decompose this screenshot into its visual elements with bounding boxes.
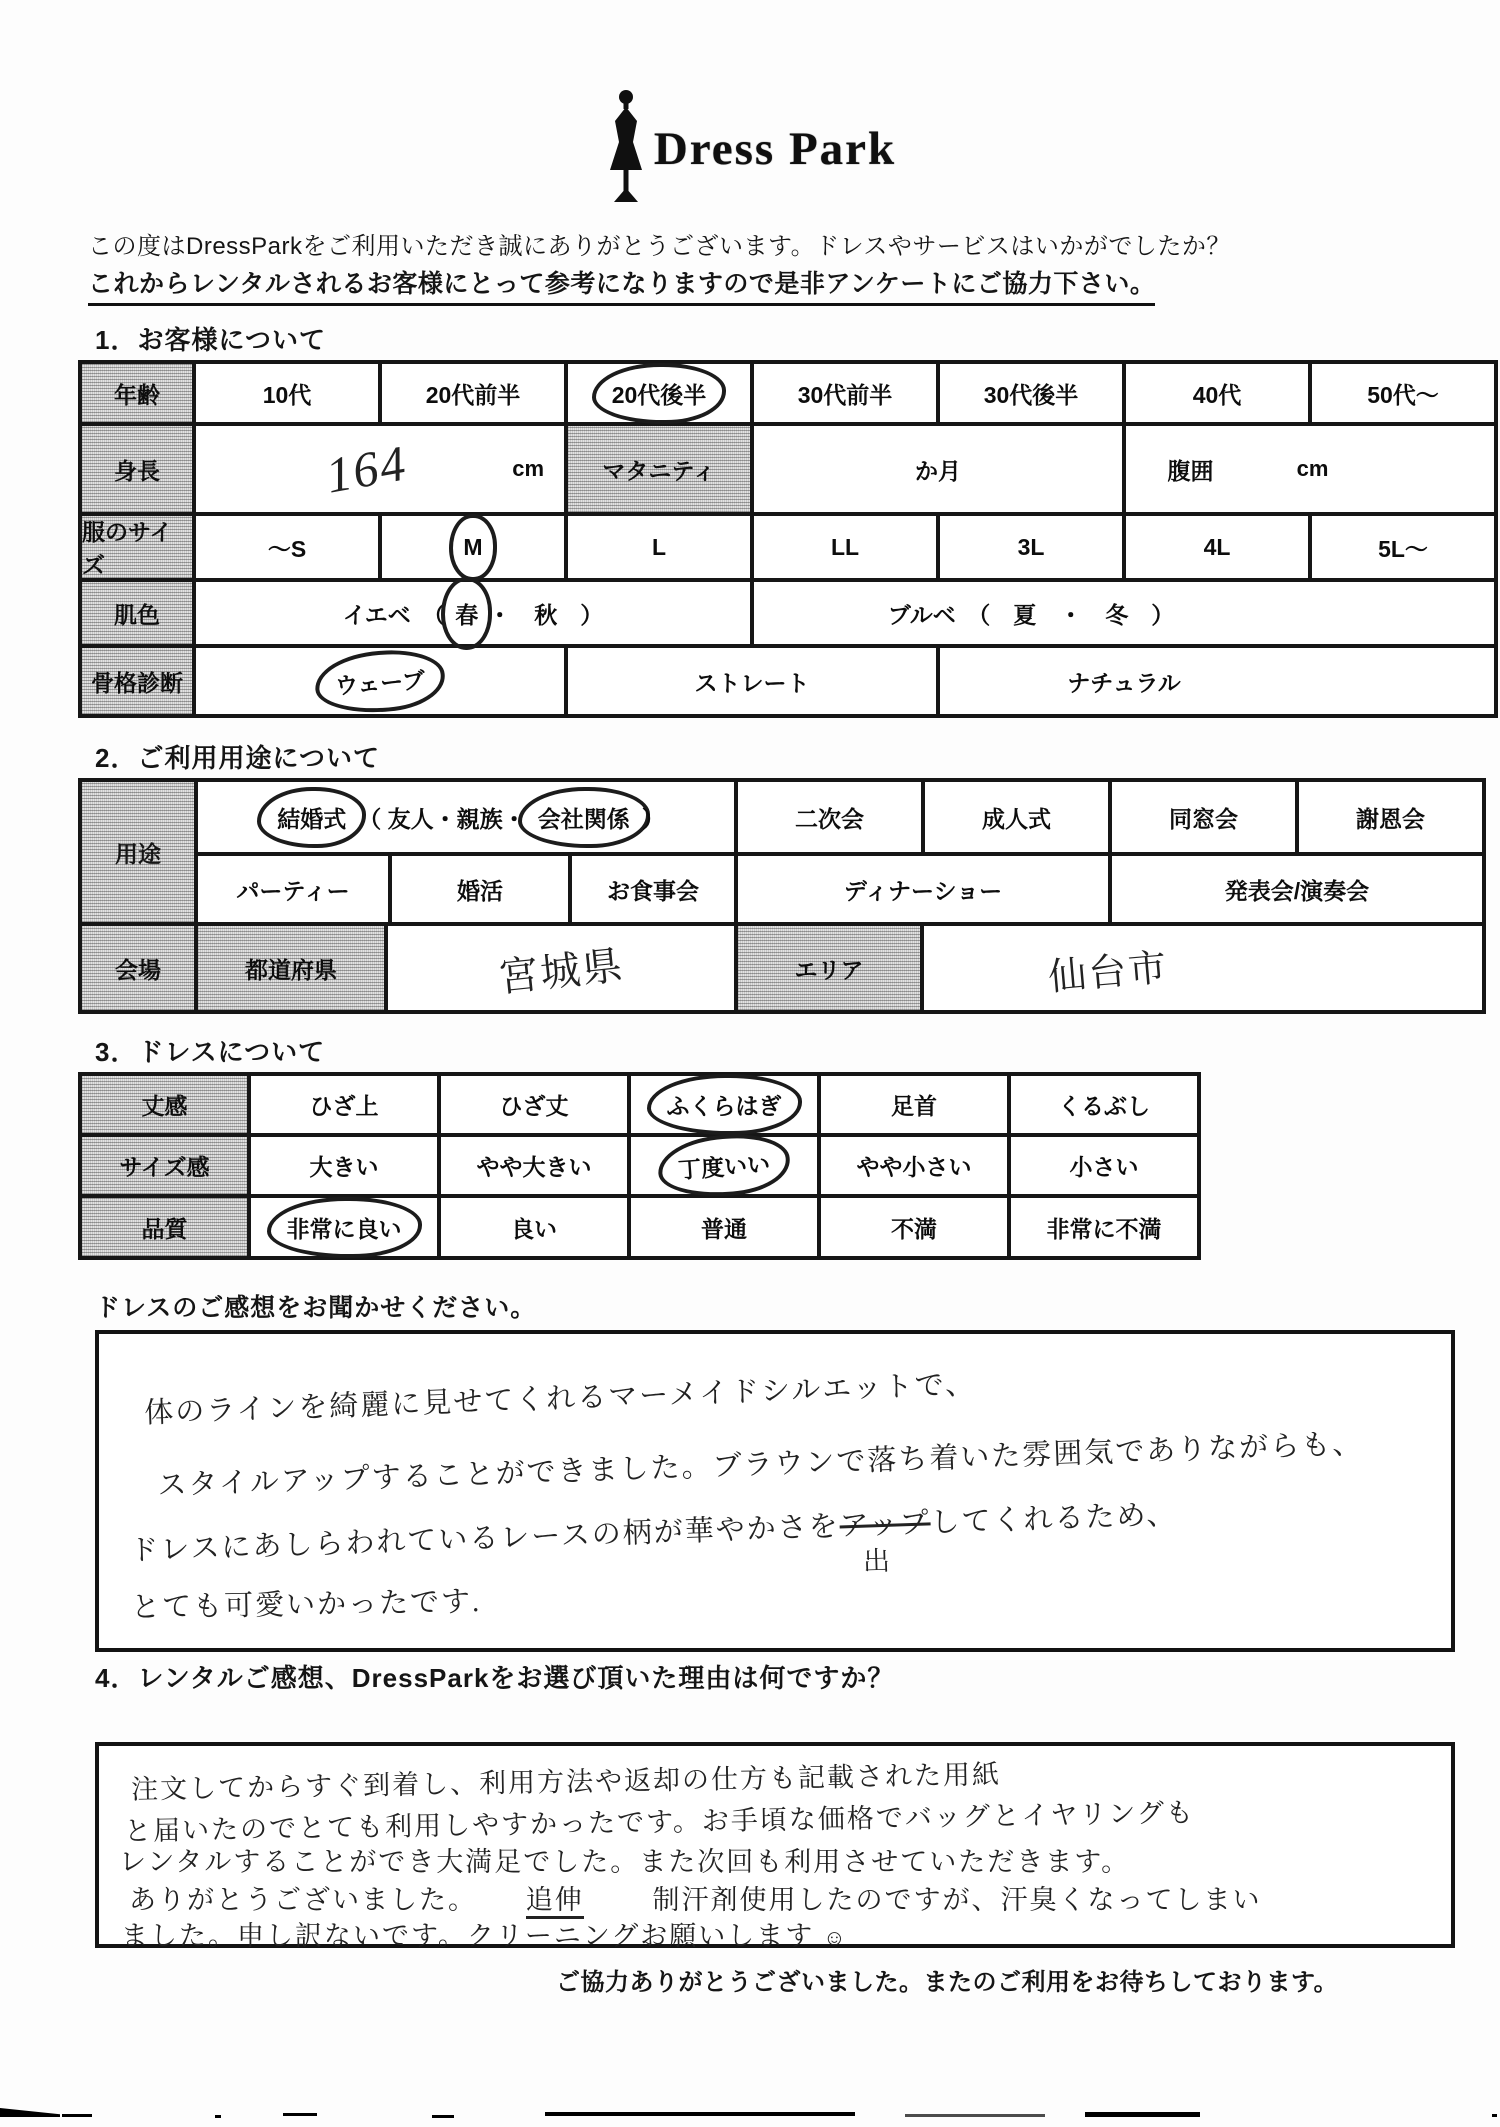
- quality-option: 普通: [701, 1215, 747, 1242]
- venue-label: 会場: [115, 956, 161, 983]
- purpose-relation-selected: 会社関係: [537, 805, 630, 832]
- usage-table: [78, 778, 1486, 1014]
- purpose-wedding-selected: 結婚式: [277, 805, 347, 832]
- quality-option-cell: [437, 1198, 627, 1256]
- scan-artifact: [62, 2114, 92, 2117]
- feedback-line-3-post: してくれるため、: [930, 1498, 1178, 1540]
- hand-circle: [647, 1074, 802, 1135]
- feedback-line-1: 体のラインを綺麗に見せてくれるマーメイドシルエットで、: [143, 1368, 977, 1430]
- age-option-selected: 20代後半: [611, 381, 707, 408]
- hand-circle: [257, 787, 366, 848]
- intro-line-2: これからレンタルされるお客様にとって参考になりますので是非アンケートにご協力下さい。: [88, 264, 1155, 306]
- prefecture-header: [194, 926, 384, 1010]
- scan-artifact: [1085, 2112, 1200, 2117]
- area-handwritten-value: 仙台市: [1046, 946, 1170, 999]
- purpose-option-cell: [388, 856, 568, 922]
- rental-feedback-box: [95, 1742, 1455, 1951]
- purpose-option-cell: [1108, 856, 1482, 922]
- purpose-row-1: [194, 778, 1486, 856]
- frame-label: 骨格診断: [91, 669, 183, 696]
- purpose-option: 二次会: [795, 805, 864, 832]
- brand-name: Dress Park: [653, 122, 897, 175]
- frame-option: ナチュラル: [1067, 669, 1181, 696]
- length-option-cell: [1007, 1076, 1197, 1133]
- size-option-cell: [564, 516, 750, 578]
- purpose-option: 発表会/演奏会: [1224, 877, 1370, 904]
- quality-label: 品質: [141, 1215, 188, 1242]
- skin-yellow-cell: [192, 582, 750, 644]
- fit-option-cell: [247, 1137, 437, 1194]
- age-header: [82, 364, 192, 422]
- waist-cell: [1122, 426, 1370, 512]
- size-option-cell: [1122, 516, 1308, 578]
- fit-option-cell: [627, 1137, 817, 1194]
- prefecture-label: 都道府県: [245, 956, 337, 983]
- age-option-cell: [564, 364, 750, 422]
- venue-row: [78, 922, 1486, 1014]
- quality-option-cell: [627, 1198, 817, 1256]
- months-suffix: か月: [915, 457, 961, 484]
- age-option: 40代: [1192, 381, 1242, 408]
- dress-feedback-prompt: ドレスのご感想をお聞かせください。: [95, 1294, 537, 1322]
- scan-artifact: [905, 2114, 1045, 2117]
- age-option: 30代前半: [797, 381, 893, 408]
- length-option-cell: [437, 1076, 627, 1133]
- skin-yellow-pre: イエベ （: [342, 601, 446, 628]
- fit-header: [82, 1137, 247, 1194]
- rental-line-5-text: ました。申し訳ないです。クリーニングお願いします: [121, 1921, 815, 1951]
- purpose-option: 謝恩会: [1356, 805, 1425, 832]
- skin-yellow-post: ・ 秋 ）: [488, 601, 604, 628]
- purpose-row-2: [194, 852, 1486, 926]
- frame-option-cell: [936, 648, 1308, 714]
- rental-line-2: と届いたのでとても利用しやすかったです。お手頃な価格でバッグとイヤリングも: [123, 1797, 1196, 1847]
- hand-circle: [518, 787, 650, 848]
- skin-blue-label: ブルベ （ 夏 ・ 冬 ）: [887, 601, 1175, 628]
- correction-character: 出: [862, 1545, 893, 1577]
- area-label: エリア: [794, 956, 864, 983]
- purpose-option: 成人式: [982, 805, 1051, 832]
- size-option-selected: M: [463, 533, 483, 560]
- quality-option: 非常に不満: [1046, 1215, 1162, 1242]
- frame-option-cell: [192, 648, 564, 714]
- age-option: 10代: [262, 381, 312, 408]
- quality-option: 不満: [891, 1215, 937, 1242]
- age-label: 年齢: [114, 381, 160, 408]
- purpose-option: 婚活: [457, 877, 503, 904]
- dress-feedback-box: [95, 1330, 1455, 1652]
- ps-label: 追伸: [526, 1885, 584, 1919]
- logo: [0, 88, 1500, 209]
- closing-message: ご協力ありがとうございました。またのご利用をお待ちしております。: [556, 1969, 1339, 1996]
- dress-mannequin-icon: [604, 88, 648, 209]
- hand-circle: [267, 1197, 422, 1258]
- purpose-option: ディナーショー: [843, 877, 1003, 904]
- frame-row: [78, 644, 1498, 718]
- length-option-cell: [247, 1076, 437, 1133]
- skin-header: [82, 582, 192, 644]
- length-option: 足首: [891, 1093, 937, 1119]
- rental-line-3: レンタルすることができ大満足でした。また次回も利用させていただきます。: [119, 1847, 1131, 1877]
- quality-option-cell: [247, 1198, 437, 1256]
- struck-word-text: アップ: [839, 1507, 932, 1543]
- purpose-option: パーティー: [236, 877, 350, 904]
- skin-spring-selected: 春: [455, 601, 479, 628]
- length-option: くるぶし: [1058, 1093, 1150, 1119]
- purpose-option-cell: [734, 856, 1108, 922]
- length-label: 丈感: [141, 1093, 188, 1119]
- size-option-cell: [1308, 516, 1494, 578]
- section1-heading: 1．お客様について: [95, 325, 326, 355]
- fit-option-selected: 丁度いい: [677, 1150, 771, 1184]
- age-option: 50代～: [1367, 381, 1439, 408]
- maternity-cell: [564, 426, 750, 512]
- fit-row: [78, 1133, 1201, 1198]
- height-row: [78, 422, 1498, 516]
- age-option-cell: [1122, 364, 1308, 422]
- hand-circle: [592, 363, 727, 424]
- intro-line-1: この度はDressParkをご利用いただき誠にありがとうございます。ドレスやサービスはいかがでしたか？: [88, 233, 1231, 260]
- hand-circle: [656, 1130, 792, 1200]
- skin-row: [78, 578, 1498, 648]
- age-row: [78, 360, 1498, 426]
- size-header: [82, 516, 192, 578]
- purpose-option-cell: [921, 782, 1108, 852]
- section3-heading: 3．ドレスについて: [95, 1037, 326, 1067]
- purpose-option: お食事会: [607, 877, 699, 904]
- length-row: [78, 1072, 1201, 1137]
- wedding-paren-open: （ 友人・親族・: [358, 805, 526, 832]
- feedback-line-4: とても可愛いかったです.: [130, 1585, 482, 1625]
- feedback-line-3: [128, 1492, 1178, 1577]
- section4-heading: 4．レンタルご感想、DressParkをお選び頂いた理由は何ですか？: [95, 1663, 895, 1693]
- size-option-cell: [936, 516, 1122, 578]
- length-option-cell: [817, 1076, 1007, 1133]
- age-option-cell: [936, 364, 1122, 422]
- age-option-cell: [750, 364, 936, 422]
- length-option-cell: [627, 1076, 817, 1133]
- purpose-option-cell: [198, 856, 388, 922]
- age-option-cell: [192, 364, 378, 422]
- height-header: [82, 426, 192, 512]
- size-option: ～S: [267, 535, 307, 562]
- feedback-line-2: スタイルアップすることができました。ブラウンで落ち着いた雰囲気でありながらも、: [156, 1427, 1364, 1503]
- rental-line-4: [129, 1878, 1262, 1917]
- size-option: 4L: [1203, 533, 1231, 560]
- size-label: 服のサイズ: [82, 519, 173, 578]
- hand-circle: [313, 646, 447, 716]
- scan-artifact: [0, 2108, 60, 2117]
- maternity-label: マタニティ: [602, 457, 716, 484]
- fit-label: サイズ感: [119, 1154, 210, 1180]
- purpose-label: 用途: [115, 840, 161, 867]
- wedding-paren-close: ）: [641, 805, 665, 832]
- handdrawn-smiley-mark: ☺: [823, 1925, 848, 1950]
- skin-blue-cell: [750, 582, 1308, 644]
- fit-option: 小さい: [1069, 1154, 1139, 1180]
- frame-option-cell: [564, 648, 936, 714]
- length-option: ひざ上: [309, 1093, 379, 1119]
- fit-option-cell: [817, 1137, 1007, 1194]
- size-option: L: [651, 533, 667, 560]
- quality-option-cell: [1007, 1198, 1197, 1256]
- rental-line-4-pre: ありがとうございました。: [129, 1885, 477, 1915]
- fit-option: やや小さい: [856, 1154, 972, 1180]
- frame-option-selected: ウェーブ: [334, 666, 426, 699]
- rental-line-5: [121, 1914, 848, 1953]
- feedback-line-3-pre: ドレスにあしらわれているレースの柄が華やかさを: [128, 1510, 841, 1568]
- fit-option: やや大きい: [476, 1154, 592, 1180]
- height-value-cell: [192, 426, 564, 512]
- waist-unit: cm: [1296, 456, 1329, 481]
- size-option-cell: [192, 516, 378, 578]
- section2-heading: 2．ご利用用途について: [95, 743, 380, 773]
- purpose-option-cell: [1108, 782, 1295, 852]
- frame-option: ストレート: [694, 669, 810, 696]
- length-option-selected: ふくらはぎ: [666, 1093, 782, 1119]
- prefecture-value-cell: [384, 926, 734, 1010]
- height-label: 身長: [114, 457, 160, 484]
- size-option: 5L～: [1378, 535, 1428, 562]
- scan-artifact: [215, 2115, 221, 2118]
- purpose-header: [78, 778, 198, 926]
- maternity-months-cell: [750, 426, 1122, 512]
- skin-label: 肌色: [114, 601, 160, 628]
- purpose-option-cell: [734, 782, 921, 852]
- quality-row: [78, 1194, 1201, 1260]
- size-option-cell: [750, 516, 936, 578]
- size-option: LL: [830, 533, 860, 560]
- area-header: [734, 926, 920, 1010]
- scan-artifact: [1492, 2114, 1497, 2117]
- fit-option: 大きい: [309, 1154, 379, 1180]
- quality-option-cell: [817, 1198, 1007, 1256]
- struck-word: [839, 1507, 932, 1577]
- purpose-option-cell: [568, 856, 734, 922]
- waist-label: 腹囲: [1167, 457, 1214, 484]
- size-option-cell: [378, 516, 564, 578]
- height-unit: cm: [512, 456, 544, 481]
- size-option: 3L: [1017, 533, 1045, 560]
- age-option: 30代後半: [983, 381, 1079, 408]
- scan-artifact: [283, 2113, 317, 2116]
- dress-table: [78, 1072, 1201, 1260]
- fit-option-cell: [1007, 1137, 1197, 1194]
- frame-header: [82, 648, 192, 714]
- rental-line-1: 注文してからすぐ到着し、利用方法や返却の仕方も記載された用紙: [130, 1759, 1002, 1805]
- age-option: 20代前半: [425, 381, 521, 408]
- area-value-cell: [920, 926, 1292, 1010]
- wedding-cell: [198, 782, 734, 852]
- height-handwritten-value: 164: [321, 434, 412, 504]
- prefecture-handwritten-value: 宮城県: [496, 942, 627, 1000]
- scan-artifact: [432, 2115, 454, 2118]
- quality-header: [82, 1198, 247, 1256]
- length-header: [82, 1076, 247, 1133]
- hand-circle: [449, 514, 496, 581]
- scan-artifact: [545, 2112, 855, 2116]
- rental-line-4-post: 制汗剤使用したのですが、汗臭くなってしまい: [652, 1885, 1262, 1915]
- age-option-cell: [1308, 364, 1494, 422]
- length-option: ひざ丈: [499, 1093, 569, 1119]
- quality-option-selected: 非常に良い: [286, 1215, 402, 1242]
- customer-table: [78, 360, 1498, 718]
- size-row: [78, 512, 1498, 582]
- venue-header: [82, 926, 194, 1010]
- quality-option: 良い: [511, 1215, 557, 1242]
- purpose-option-cell: [1295, 782, 1482, 852]
- purpose-option: 同窓会: [1169, 805, 1238, 832]
- age-option-cell: [378, 364, 564, 422]
- fit-option-cell: [437, 1137, 627, 1194]
- hand-circle: [441, 577, 492, 650]
